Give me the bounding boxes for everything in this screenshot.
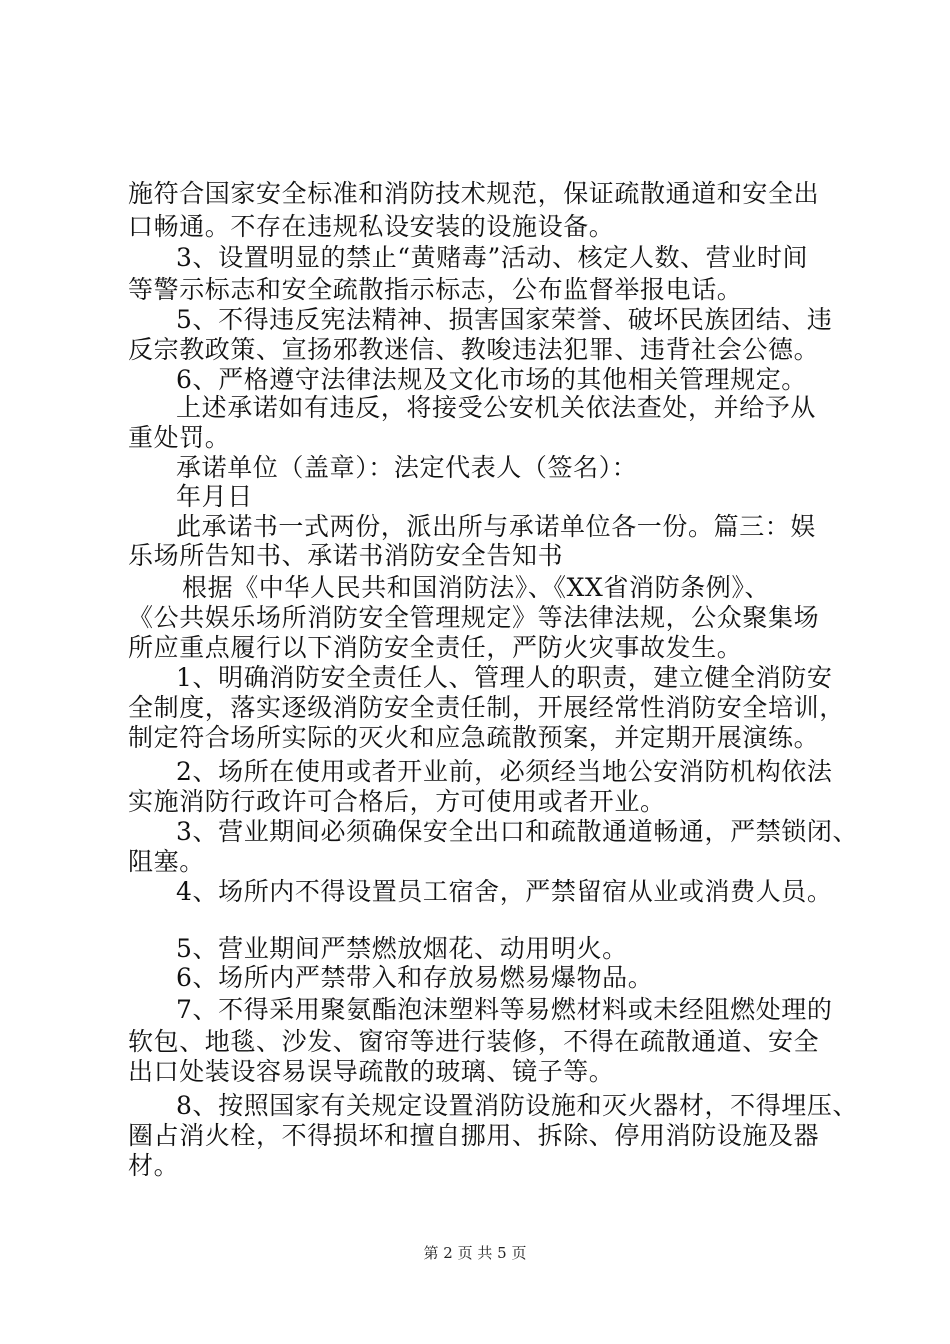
text-line: 3、设置明显的禁止“黄赌毒”活动、核定人数、营业时间 bbox=[176, 243, 809, 272]
text-line: 承诺单位（盖章）：法定代表人（签名）： bbox=[176, 453, 638, 482]
page-number-footer: 第 2 页 共 5 页 bbox=[423, 1244, 527, 1262]
text-line: 材。 bbox=[128, 1151, 180, 1180]
text-line: 重处罚。 bbox=[128, 423, 231, 452]
text-line: 6、场所内严禁带入和存放易燃易爆物品。 bbox=[176, 963, 654, 992]
text-line: 6、严格遵守法律法规及文化市场的其他相关管理规定。 bbox=[176, 365, 807, 394]
text-line: 制定符合场所实际的灭火和应急疏散预案，并定期开展演练。 bbox=[128, 723, 820, 752]
text-line: 年月日 bbox=[176, 482, 253, 511]
text-line: 根据《中华人民共和国消防法》、《XX省消防条例》、 bbox=[182, 573, 771, 602]
text-line: 1、明确消防安全责任人、管理人的职责，建立健全消防安 bbox=[176, 663, 833, 692]
text-line: 阻塞。 bbox=[128, 847, 205, 876]
text-line: 5、营业期间严禁燃放烟花、动用明火。 bbox=[176, 934, 628, 963]
text-line: 实施消防行政许可合格后，方可使用或者开业。 bbox=[128, 787, 666, 816]
text-line: 全制度，落实逐级消防安全责任制，开展经常性消防安全培训， bbox=[128, 693, 845, 722]
text-line: 8、按照国家有关规定设置消防设施和灭火器材，不得埋压、 bbox=[176, 1091, 859, 1120]
text-line: 5、不得违反宪法精神、损害国家荣誉、破坏民族团结、违 bbox=[176, 305, 833, 334]
text-line: 出口处装设容易误导疏散的玻璃、镜子等。 bbox=[128, 1057, 615, 1086]
text-line: 此承诺书一式两份，派出所与承诺单位各一份。篇三：娱 bbox=[176, 512, 817, 541]
text-line: 2、场所在使用或者开业前，必须经当地公安消防机构依法 bbox=[176, 757, 833, 786]
text-line: 反宗教政策、宣扬邪教迷信、教唆违法犯罪、违背社会公德。 bbox=[128, 335, 820, 364]
text-line: 7、不得采用聚氨酯泡沫塑料等易燃材料或未经阻燃处理的 bbox=[176, 995, 833, 1024]
text-line: 圈占消火栓，不得损坏和擅自挪用、拆除、停用消防设施及器 bbox=[128, 1121, 820, 1150]
text-line: 3、营业期间必须确保安全出口和疏散通道畅通，严禁锁闭、 bbox=[176, 817, 859, 846]
text-line: 4、场所内不得设置员工宿舍，严禁留宿从业或消费人员。 bbox=[176, 877, 833, 906]
text-line: 施符合国家安全标准和消防技术规范，保证疏散通道和安全出 bbox=[128, 179, 820, 208]
text-line: 上述承诺如有违反，将接受公安机关依法查处，并给予从 bbox=[176, 393, 817, 422]
text-line: 《公共娱乐场所消防安全管理规定》等法律法规，公众聚集场 bbox=[128, 603, 820, 632]
text-line: 等警示标志和安全疏散指示标志，公布监督举报电话。 bbox=[128, 275, 743, 304]
text-line: 口畅通。不存在违规私设安装的设施设备。 bbox=[128, 212, 615, 241]
text-line: 乐场所告知书、承诺书消防安全告知书 bbox=[128, 541, 564, 570]
text-line: 所应重点履行以下消防安全责任，严防火灾事故发生。 bbox=[128, 633, 743, 662]
text-line: 软包、地毯、沙发、窗帘等进行装修，不得在疏散通道、安全 bbox=[128, 1027, 820, 1056]
